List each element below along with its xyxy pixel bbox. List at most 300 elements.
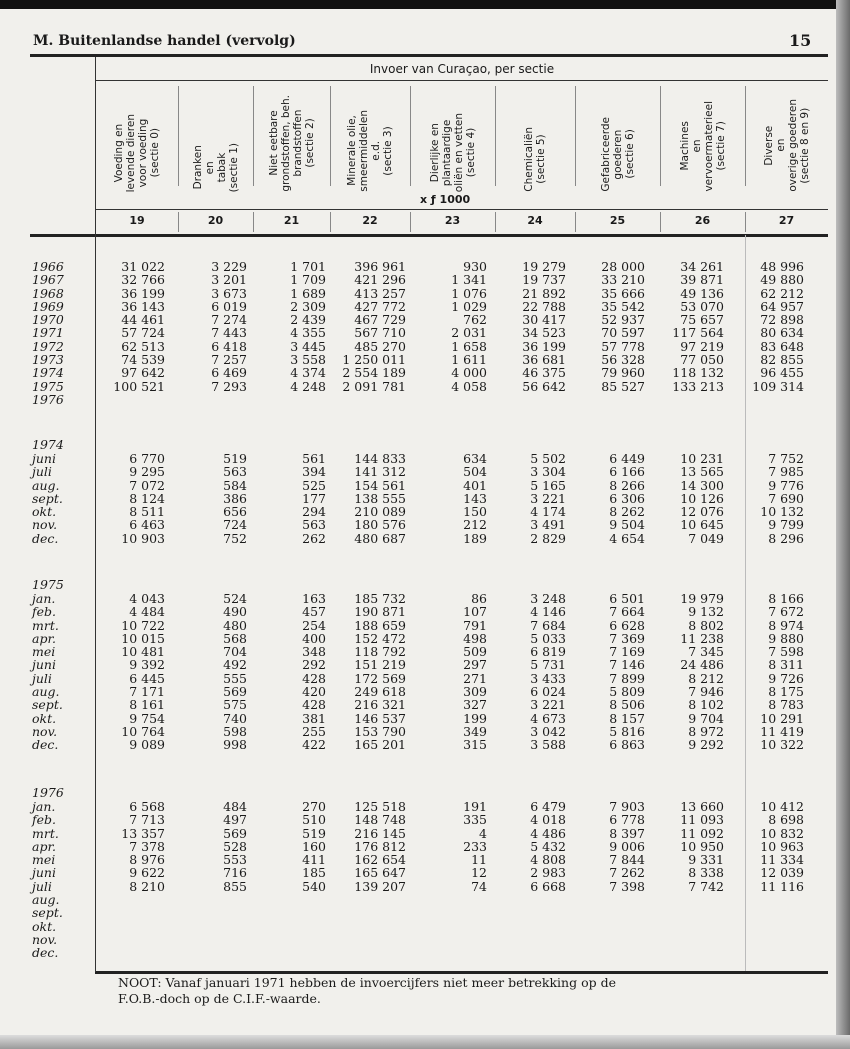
table-cell: 74 539 [121, 352, 165, 368]
row-label: 1975 [32, 378, 64, 394]
table-cell: 117 564 [672, 325, 724, 341]
scan-top-edge [0, 0, 850, 9]
table-cell: 427 772 [354, 298, 406, 314]
table-cell: 2 091 781 [342, 378, 406, 394]
table-cell: 31 022 [121, 259, 165, 274]
table-cell: 74 [471, 878, 487, 894]
table-row [0, 492, 850, 505]
table-cell: 4 174 [530, 504, 566, 520]
table-row [0, 853, 850, 866]
table-row [0, 813, 850, 826]
table-row [0, 738, 850, 751]
table-cell: 188 659 [354, 617, 406, 633]
table-cell: 11 [471, 852, 487, 868]
row-label: okt. [32, 918, 57, 934]
table-cell: 6 418 [211, 338, 247, 354]
table-cell: 294 [302, 504, 326, 520]
table-cell: 315 [463, 737, 487, 753]
row-label: sept. [32, 490, 63, 506]
table-cell: 62 513 [121, 338, 165, 354]
table-cell: 107 [463, 604, 487, 620]
table-cell: 22 788 [522, 298, 566, 314]
table-cell: 6 019 [211, 298, 247, 314]
table-cell: 704 [223, 644, 247, 660]
table-cell: 5 816 [609, 723, 645, 739]
table-cell: 4 248 [290, 378, 326, 394]
table-cell: 8 698 [768, 812, 804, 828]
table-cell: 100 521 [113, 378, 165, 394]
table-cell: 4 654 [609, 530, 645, 546]
table-cell: 6 024 [530, 684, 566, 700]
table-cell: 4 058 [451, 378, 487, 394]
table-row [0, 479, 850, 492]
row-label: 1974 [32, 365, 64, 381]
table-cell: 8 976 [129, 852, 165, 868]
table-cell: 3 042 [530, 723, 566, 739]
table-cell: 8 266 [609, 477, 645, 493]
column-number-rule [30, 234, 828, 237]
table-cell: 1 689 [290, 285, 326, 301]
table-row [0, 658, 850, 671]
table-row [0, 300, 850, 313]
table-cell: 154 561 [354, 477, 406, 493]
table-cell: 3 304 [530, 464, 566, 480]
table-cell: 36 199 [121, 285, 165, 301]
table-cell: 79 960 [601, 365, 645, 381]
table-cell: 75 657 [680, 312, 724, 328]
table-block [0, 438, 850, 545]
table-cell: 11 093 [680, 812, 724, 828]
table-cell: 11 116 [760, 878, 804, 894]
table-cell: 6 469 [211, 365, 247, 381]
table-cell: 10 015 [121, 630, 165, 646]
table-cell: 7 598 [768, 644, 804, 660]
page-title: M. Buitenlandse handel (vervolg) [33, 33, 296, 49]
table-cell: 3 221 [530, 490, 566, 506]
table-cell: 428 [302, 697, 326, 713]
table-block [0, 786, 850, 960]
table-cell: 7 257 [211, 352, 247, 368]
table-row [0, 672, 850, 685]
table-cell: 44 461 [121, 312, 165, 328]
table-cell: 32 766 [121, 272, 165, 288]
table-cell: 3 445 [290, 338, 326, 354]
row-label: feb. [32, 812, 56, 828]
table-cell: 86 [471, 591, 487, 606]
table-cell: 7 274 [211, 312, 247, 328]
table-cell: 19 979 [680, 591, 724, 606]
row-label: 1966 [32, 259, 64, 274]
row-label: 1969 [32, 298, 64, 314]
table-cell: 144 833 [354, 451, 406, 466]
table-cell: 9 006 [609, 838, 645, 854]
table-cell: 10 645 [680, 517, 724, 533]
table-cell: 13 565 [680, 464, 724, 480]
table-cell: 7 398 [609, 878, 645, 894]
table-cell: 165 647 [354, 865, 406, 881]
table-cell: 3 221 [530, 697, 566, 713]
table-cell: 10 481 [121, 644, 165, 660]
column-header-label: Diverse en overige goederen (sectie 8 en 9) [762, 99, 811, 192]
table-cell: 9 726 [768, 670, 804, 686]
table-cell: 33 210 [601, 272, 645, 288]
table-cell: 4 355 [290, 325, 326, 341]
table-cell: 36 143 [121, 298, 165, 314]
table-cell: 9 295 [129, 464, 165, 480]
row-label: dec. [32, 945, 59, 961]
table-cell: 1 658 [451, 338, 487, 354]
table-cell: 216 321 [354, 697, 406, 713]
table-cell: 9 392 [129, 657, 165, 673]
table-cell: 7 378 [129, 838, 165, 854]
table-cell: 7 903 [609, 799, 645, 814]
table-cell: 141 312 [354, 464, 406, 480]
table-cell: 82 855 [760, 352, 804, 368]
table-cell: 160 [302, 838, 326, 854]
table-cell: 190 871 [354, 604, 406, 620]
row-label: apr. [32, 838, 57, 854]
table-cell: 791 [463, 617, 487, 633]
table-cell: 9 331 [688, 852, 724, 868]
table-cell: 10 903 [121, 530, 165, 546]
row-label: jan. [32, 591, 56, 606]
row-label: mrt. [32, 617, 59, 633]
table-cell: 4 374 [290, 365, 326, 381]
row-label: mei [32, 644, 56, 660]
table-cell: 21 892 [522, 285, 566, 301]
table-cell: 5 432 [530, 838, 566, 854]
table-cell: 4 673 [530, 710, 566, 726]
table-cell: 12 [471, 865, 487, 881]
table-cell: 740 [223, 710, 247, 726]
table-row [0, 619, 850, 632]
table-cell: 189 [463, 530, 487, 546]
column-number: 19 [129, 214, 145, 227]
table-cell: 1 611 [451, 352, 487, 368]
table-cell: 9 704 [688, 710, 724, 726]
table-cell: 4 486 [530, 825, 566, 841]
table-cell: 6 166 [609, 464, 645, 480]
table-cell: 569 [223, 825, 247, 841]
table-cell: 7 985 [768, 464, 804, 480]
scan-bottom-edge [0, 1035, 850, 1049]
table-cell: 10 126 [680, 490, 724, 506]
table-cell: 1 701 [290, 259, 326, 274]
table-cell: 519 [302, 825, 326, 841]
table-row [0, 273, 850, 286]
column-header [745, 84, 828, 192]
table-cell: 10 963 [760, 838, 804, 854]
table-cell: 10 412 [760, 799, 804, 814]
column-header-label: Minerale olie, smeermiddelen e.d. (sectie 3) [346, 110, 394, 192]
column-header-label: Niet eetbare grondstoffen, beh. brandstoffen (sectie 2) [267, 95, 316, 192]
table-cell: 598 [223, 723, 247, 739]
table-cell: 10 950 [680, 838, 724, 854]
row-label: 1971 [32, 325, 64, 341]
table-cell: 3 558 [290, 352, 326, 368]
table-cell: 6 306 [609, 490, 645, 506]
table-cell: 35 542 [601, 298, 645, 314]
table-cell: 3 588 [530, 737, 566, 753]
table-cell: 12 039 [760, 865, 804, 881]
row-label: mei [32, 852, 56, 868]
table-cell: 13 660 [680, 799, 724, 814]
table-cell: 8 511 [129, 504, 165, 520]
table-cell: 396 961 [354, 259, 406, 274]
supertitle-rule [96, 80, 828, 81]
row-label: sept. [32, 905, 63, 921]
column-header-label: Machines en vervoermaterieel (sectie 7) [678, 101, 727, 192]
table-cell: 11 334 [760, 852, 804, 868]
unit-label: x ƒ 1000 [420, 193, 471, 206]
table-cell: 7 072 [129, 477, 165, 493]
table-cell: 13 357 [121, 825, 165, 841]
table-cell: 9 504 [609, 517, 645, 533]
table-cell: 9 622 [129, 865, 165, 881]
table-cell: 48 996 [760, 259, 804, 274]
table-cell: 6 628 [609, 617, 645, 633]
table-cell: 11 092 [680, 825, 724, 841]
table-cell: 7 690 [768, 490, 804, 506]
table-cell: 1 029 [451, 298, 487, 314]
table-cell: 4 018 [530, 812, 566, 828]
column-header-label: Dranken en tabak (sectie 1) [191, 142, 240, 192]
table-cell: 381 [302, 710, 326, 726]
table-cell: 327 [463, 697, 487, 713]
table-cell: 9 089 [129, 737, 165, 753]
table-cell: 151 219 [354, 657, 406, 673]
table-cell: 8 296 [768, 530, 804, 546]
table-cell: 10 832 [760, 825, 804, 841]
table-cell: 255 [302, 723, 326, 739]
table-cell: 9 880 [768, 630, 804, 646]
table-cell: 28 000 [601, 259, 645, 274]
table-cell: 2 554 189 [342, 365, 406, 381]
table-cell: 7 899 [609, 670, 645, 686]
table-cell: 484 [223, 799, 247, 814]
table-cell: 497 [223, 812, 247, 828]
table-cell: 97 219 [680, 338, 724, 354]
table-cell: 6 863 [609, 737, 645, 753]
table-cell: 2 031 [451, 325, 487, 341]
table-row [0, 712, 850, 725]
table-cell: 70 597 [601, 325, 645, 341]
table-cell: 7 664 [609, 604, 645, 620]
table-cell: 34 523 [522, 325, 566, 341]
table-cell: 421 296 [354, 272, 406, 288]
table-cell: 11 419 [760, 723, 804, 739]
table-cell: 52 937 [601, 312, 645, 328]
row-label: juli [32, 670, 52, 686]
table-cell: 309 [463, 684, 487, 700]
table-cell: 118 792 [354, 644, 406, 660]
table-cell: 510 [302, 812, 326, 828]
table-cell: 467 729 [354, 312, 406, 328]
column-header [330, 84, 410, 192]
table-cell: 19 279 [522, 259, 566, 274]
table-cell: 139 207 [354, 878, 406, 894]
table-row [0, 632, 850, 645]
table-cell: 153 790 [354, 723, 406, 739]
row-label: dec. [32, 530, 59, 546]
table-cell: 584 [223, 477, 247, 493]
table-cell: 271 [463, 670, 487, 686]
row-label: 1973 [32, 352, 64, 368]
table-cell: 7 146 [609, 657, 645, 673]
table-cell: 64 957 [760, 298, 804, 314]
table-cell: 83 648 [760, 338, 804, 354]
table-cell: 49 880 [760, 272, 804, 288]
table-cell: 386 [223, 490, 247, 506]
table-cell: 77 050 [680, 352, 724, 368]
table-cell: 19 737 [522, 272, 566, 288]
table-cell: 1 709 [290, 272, 326, 288]
table-row [0, 380, 850, 393]
table-cell: 567 710 [354, 325, 406, 341]
column-header [253, 84, 330, 192]
table-cell: 3 229 [211, 259, 247, 274]
table-row [0, 800, 850, 813]
table-cell: 262 [302, 530, 326, 546]
table-cell: 420 [302, 684, 326, 700]
table-cell: 6 778 [609, 812, 645, 828]
block-year-heading: 1974 [32, 437, 64, 452]
column-number: 20 [207, 214, 224, 227]
table-cell: 7 713 [129, 812, 165, 828]
column-number: 23 [444, 214, 461, 227]
table-cell: 6 479 [530, 799, 566, 814]
table-cell: 133 213 [672, 378, 724, 394]
table-cell: 10 764 [121, 723, 165, 739]
table-cell: 394 [302, 464, 326, 480]
table-row [0, 827, 850, 840]
table-cell: 480 [223, 617, 247, 633]
row-label: 1970 [32, 312, 64, 328]
table-cell: 7 171 [129, 684, 165, 700]
row-label: okt. [32, 504, 57, 520]
column-number: 27 [778, 214, 795, 227]
table-cell: 4 043 [129, 591, 165, 606]
table-cell: 35 666 [601, 285, 645, 301]
table-cell: 9 292 [688, 737, 724, 753]
table-cell: 563 [302, 517, 326, 533]
table-cell: 10 231 [680, 451, 724, 466]
table-cell: 762 [463, 312, 487, 328]
table-row [0, 840, 850, 853]
table-cell: 656 [223, 504, 247, 520]
table-cell: 292 [302, 657, 326, 673]
table-row [0, 260, 850, 273]
table-cell: 148 748 [354, 812, 406, 828]
table-cell: 498 [463, 630, 487, 646]
header-rule [30, 54, 828, 57]
table-cell: 5 731 [530, 657, 566, 673]
table-cell: 930 [463, 259, 487, 274]
table-cell: 3 433 [530, 670, 566, 686]
table-cell: 11 238 [680, 630, 724, 646]
table-cell: 8 262 [609, 504, 645, 520]
table-row [0, 592, 850, 605]
block-heading-row [0, 578, 850, 592]
table-cell: 568 [223, 630, 247, 646]
table-cell: 3 491 [530, 517, 566, 533]
table-cell: 12 076 [680, 504, 724, 520]
table-cell: 191 [463, 799, 487, 814]
table-cell: 143 [463, 490, 487, 506]
table-cell: 8 166 [768, 591, 804, 606]
row-label: sept. [32, 697, 63, 713]
row-label: mrt. [32, 825, 59, 841]
table-cell: 509 [463, 644, 487, 660]
column-header [575, 84, 660, 192]
table-row [0, 340, 850, 353]
table-cell: 7 443 [211, 325, 247, 341]
table-cell: 8 311 [768, 657, 804, 673]
column-number: 24 [527, 214, 543, 227]
column-header [410, 84, 495, 192]
table-cell: 348 [302, 644, 326, 660]
table-cell: 8 783 [768, 697, 804, 713]
table-row [0, 685, 850, 698]
table-row [0, 920, 850, 933]
table-row [0, 880, 850, 893]
table-cell: 216 145 [354, 825, 406, 841]
table-cell: 165 201 [354, 737, 406, 753]
table-cell: 185 [302, 865, 326, 881]
table-cell: 212 [463, 517, 487, 533]
table-cell: 563 [223, 464, 247, 480]
table-cell: 7 672 [768, 604, 804, 620]
row-label: aug. [32, 477, 60, 493]
table-cell: 634 [463, 451, 487, 466]
table-cell: 199 [463, 710, 487, 726]
table-cell: 528 [223, 838, 247, 854]
table-row [0, 698, 850, 711]
table-cell: 6 668 [530, 878, 566, 894]
table-cell: 7 742 [688, 878, 724, 894]
table-row [0, 946, 850, 959]
table-cell: 1 250 011 [342, 352, 406, 368]
table-cell: 57 778 [601, 338, 645, 354]
table-cell: 4 484 [129, 604, 165, 620]
table-cell: 6 445 [129, 670, 165, 686]
table-cell: 30 417 [522, 312, 566, 328]
table-cell: 7 293 [211, 378, 247, 394]
column-header-label: Dierlijke en plantaardige oliën en vetten (sectie 4) [428, 112, 477, 192]
table-cell: 5 502 [530, 451, 566, 466]
row-label: nov. [32, 723, 58, 739]
table-row [0, 645, 850, 658]
table-cell: 34 261 [680, 259, 724, 274]
table-cell: 569 [223, 684, 247, 700]
table-cell: 3 201 [211, 272, 247, 288]
table-cell: 4 000 [451, 365, 487, 381]
table-cell: 8 161 [129, 697, 165, 713]
table-cell: 2 309 [290, 298, 326, 314]
table-cell: 457 [302, 604, 326, 620]
table-cell: 36 681 [522, 352, 566, 368]
table-bottom-rule [95, 971, 828, 974]
table-cell: 24 486 [680, 657, 724, 673]
table-cell: 8 102 [688, 697, 724, 713]
table-row [0, 906, 850, 919]
table-cell: 8 157 [609, 710, 645, 726]
table-cell: 492 [223, 657, 247, 673]
table-cell: 62 212 [760, 285, 804, 301]
table-cell: 53 070 [680, 298, 724, 314]
row-label: 1976 [32, 391, 64, 407]
table-cell: 297 [463, 657, 487, 673]
